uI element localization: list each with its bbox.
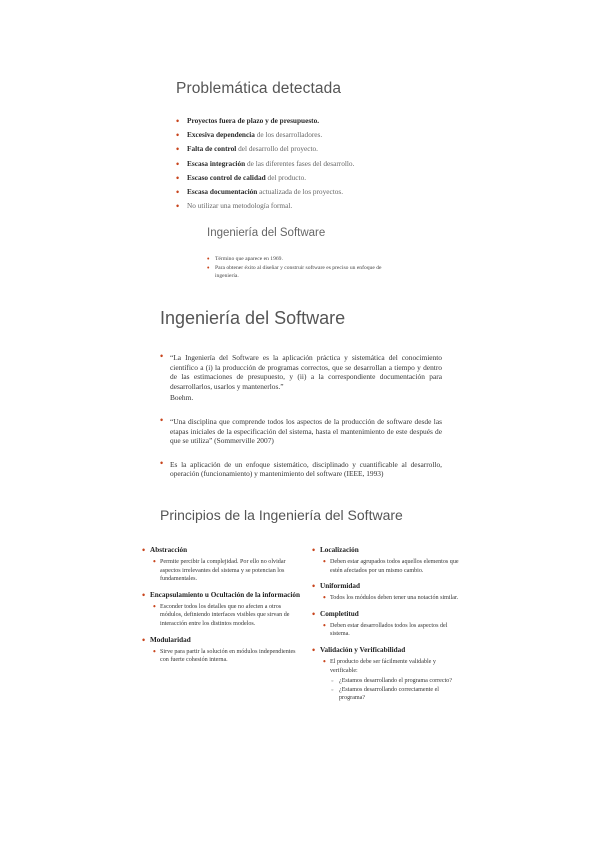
principles-right-column	[310, 545, 460, 703]
principle-detail: • Sirve para partir la solución en módulos independientes con fuerte cohesión interna.	[150, 648, 300, 665]
definition-list	[160, 353, 442, 479]
principle-item: • Completitud • Deben estar desarrollados todos los aspectos del sistema.	[310, 609, 460, 639]
list-item: • Para obtener éxito al diseñar y construir software es preciso un enfoque de ingeniería.	[207, 264, 392, 281]
list-item: • Escaso control de calidad del producto.	[176, 171, 436, 185]
principle-item: • Localización • Deben estar agrupados todos aquellos elementos que estén afectados por un mismo cambio.	[310, 545, 460, 575]
slide-principios	[160, 507, 450, 523]
slide-title: Principios de la Ingeniería del Software	[160, 507, 403, 523]
principles-left-column	[140, 545, 300, 665]
definition-text: “La Ingeniería del Software es la aplicación práctica y sistemática del conocimiento científico a (i) la producción de programas correctos, que se desarrollan a tiempo y dentro de las estimaciones de presupuesto, y (ii) a la correspondiente documentación para desarrollarlos, usarlos y mantenerlos.”	[170, 353, 442, 391]
principle-question: ◦ ¿Estamos desarrollando correctamente el programa?	[330, 686, 460, 703]
list-item	[160, 417, 442, 446]
principle-detail: • Todos los módulos deben tener una notación similar.	[320, 594, 460, 603]
principle-item: • Modularidad • Sirve para partir la solución en módulos independientes con fuerte cohesión interna.	[140, 635, 300, 665]
list-item: • Proyectos fuera de plazo y de presupuesto.	[176, 114, 436, 128]
principle-detail: • Esconder todos los detalles que no afecten a otros módulos, definiendo interfaces visibles que sirvan de interacción entre los distintos modelos.	[150, 603, 300, 629]
principle-detail: • El producto debe ser fácilmente validable y verificable: ◦ ¿Estamos desarrollando el programa correcto? ◦ ¿Estamos desarrollando correctamente el programa?	[320, 658, 460, 703]
principle-item: • Validación y Verificabilidad • El producto debe ser fácilmente validable y verificable: ◦ ¿Estamos desarrollando el programa correcto? ◦ ¿Estamos desarrollando correctamente el programa?	[310, 645, 460, 703]
slide-title: Problemática detectada	[176, 80, 342, 97]
list-item: • No utilizar una metodología formal.	[176, 199, 436, 213]
list-item: • Término que aparece en 1969.	[207, 255, 392, 264]
inset-list	[207, 255, 392, 281]
slide-definiciones	[160, 308, 442, 479]
definition-text: Es la aplicación de un enfoque sistemático, disciplinado y cuantificable al desarrollo, operación (funcionamiento) y mantenimiento del software (IEEE, 1993)	[170, 459, 442, 479]
definition-text: “Una disciplina que comprende todos los aspectos de la producción de software desde las etapas iniciales de la especificación del sistema, hasta el mantenimiento de este después de que se utiliza” (Sommerville 2007)	[170, 416, 442, 446]
list-item	[160, 460, 442, 479]
principle-detail: • Deben estar desarrollados todos los aspectos del sistema.	[320, 622, 460, 639]
principle-item: • Abstracción • Permite percibir la complejidad. Por ello no olvidar aspectos irrelevantes del sistema y se potencian los fundamentales.	[140, 545, 300, 584]
definition-author: Boehm.	[170, 393, 194, 403]
list-item: • Escasa documentación actualizada de los proyectos.	[176, 185, 436, 199]
principle-item: • Uniformidad • Todos los módulos deben tener una notación similar.	[310, 581, 460, 603]
list-item: • Escasa integración de las diferentes fases del desarrollo.	[176, 157, 436, 171]
principle-item: • Encapsulamiento u Ocultación de la información • Esconder todos los detalles que no afecten a otros módulos, definiendo interfaces visibles que sirvan de interacción entre los distintos modelos.	[140, 590, 300, 629]
list-item	[160, 353, 442, 403]
problem-list	[176, 114, 436, 213]
list-item: • Falta de control del desarrollo del proyecto.	[176, 142, 436, 156]
slide-title: Ingeniería del Software	[207, 227, 326, 239]
list-item: • Excesiva dependencia de los desarrolladores.	[176, 128, 436, 142]
slide-inset	[207, 227, 392, 281]
principle-question: ◦ ¿Estamos desarrollando el programa correcto?	[330, 677, 460, 686]
slide-title: Ingeniería del Software	[160, 308, 346, 328]
slide-problematica	[176, 80, 436, 213]
principle-detail: • Deben estar agrupados todos aquellos elementos que estén afectados por un mismo cambio.	[320, 558, 460, 575]
principle-detail: • Permite percibir la complejidad. Por ello no olvidar aspectos irrelevantes del sistema y se potencian los fundamentales.	[150, 558, 300, 584]
